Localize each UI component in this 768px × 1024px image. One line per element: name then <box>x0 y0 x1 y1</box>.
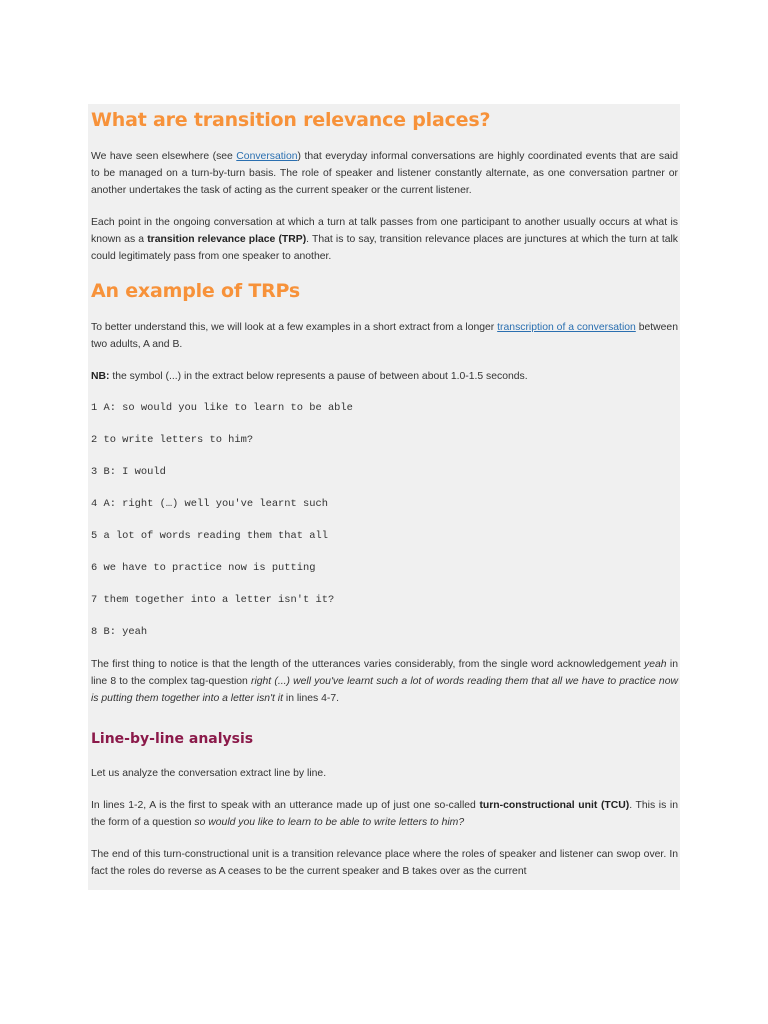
transcript-line-1: 1 A: so would you like to learn to be able <box>91 402 353 414</box>
text: To better understand this, we will look at a few examples in a short extract from a longer <box>91 322 498 333</box>
link-transcription[interactable]: transcription of a conversation <box>497 322 636 333</box>
text: between two adults, A and B. <box>91 322 678 350</box>
nb-label: NB: <box>91 371 110 382</box>
text: in lines 4-7. <box>283 693 340 704</box>
italic-tag-question: right (...) well you've learnt such a lot of words reading them that all we have to practice now is putting them together into a letter isn't it <box>91 676 678 704</box>
text: in line 8 to the complex tag-question <box>91 659 679 687</box>
text: the symbol (...) in the extract below represents a pause of between about 1.0-1.5 seconds. <box>109 371 528 382</box>
paragraph-trp-definition <box>91 214 678 265</box>
text: We have seen elsewhere (see <box>91 151 237 162</box>
paragraph-tcu-end: The end of this turn-constructional unit is a transition relevance place where the roles of speaker and listener can swop over. In fact the roles do reverse as A ceases to be the current speaker and B takes over as the current <box>91 849 678 877</box>
article-panel <box>88 104 680 890</box>
heading-example-of-trps: An example of TRPs <box>91 280 301 302</box>
text: In lines 1-2, A is the first to speak with an utterance made up of just one so-called <box>91 800 480 811</box>
heading-line-by-line-analysis: Line-by-line analysis <box>91 731 254 747</box>
transcript-line-2: 2 to write letters to him? <box>91 434 254 446</box>
term-tcu: turn-constructional unit (TCU) <box>479 800 630 811</box>
transcript-line-3: 3 B: I would <box>91 466 166 478</box>
paragraph-intro <box>91 148 678 199</box>
text: ) that everyday informal conversations are highly coordinated events that are said to be managed on a turn-by-turn basis. The role of speaker and listener constantly alternate, as one conversation partner or another undertakes the task of acting as the current speaker or the current listener. <box>91 151 678 196</box>
term-trp: transition relevance place (TRP) <box>147 234 307 245</box>
text: Each point in the ongoing conversation at which a turn at talk passes from one participant to another usually occurs at what is known as a <box>91 217 678 245</box>
paragraph-analyze: Let us analyze the conversation extract line by line. <box>91 768 327 779</box>
transcript-line-7: 7 them together into a letter isn't it? <box>91 594 335 606</box>
text: . That is to say, transition relevance places are junctures at which the turn at talk could legitimately pass from one speaker to another. <box>91 234 678 262</box>
italic-question: so would you like to learn to be able to write letters to him? <box>194 817 465 828</box>
text: . This is in the form of a question <box>91 800 678 828</box>
transcript-line-5: 5 a lot of words reading them that all <box>91 530 328 542</box>
text: The first thing to notice is that the length of the utterances varies considerably, from the single word acknowledgement <box>91 659 645 670</box>
paragraph-utterance-length <box>91 656 678 707</box>
paragraph-lines-1-2 <box>91 797 678 831</box>
transcript-line-6: 6 we have to practice now is putting <box>91 562 316 574</box>
paragraph-example-intro <box>91 319 678 353</box>
paragraph-nb <box>91 368 678 385</box>
transcript-line-4: 4 A: right (…) well you've learnt such <box>91 498 328 510</box>
transcript-line-8: 8 B: yeah <box>91 626 148 638</box>
link-conversation[interactable]: Conversation <box>236 151 298 162</box>
heading-transition-relevance-places: What are transition relevance places? <box>91 109 491 131</box>
italic-yeah: yeah <box>644 659 667 670</box>
